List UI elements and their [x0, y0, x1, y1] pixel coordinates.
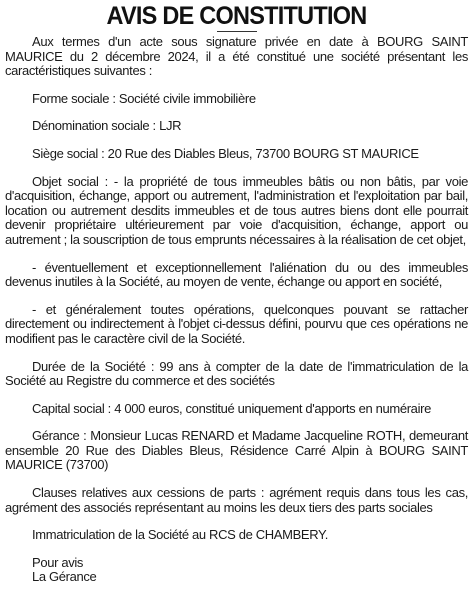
share-transfer-clauses: Clauses relatives aux cessions de parts : agrément requis dans tous les cas, agrément des associés représentant au moins les deux tiers des parts sociales — [5, 485, 468, 515]
legal-form: Forme sociale : Société civile immobilière — [32, 90, 256, 106]
share-capital: Capital social : 4 000 euros, constitué uniquement d'apports en numéraire — [32, 400, 431, 416]
corporate-purpose: Objet social : - la propriété de tous immeubles bâtis ou non bâtis, par voie d'acquisition, échange, apport ou autrement, l'administration et l'exploitation par bail, location ou autrement desdits immeubles et de tous autres biens dont elle pourrait devenir propriétaire ultérieurement par voie d'acquisition, échange, apport ou autrement ; la souscription de tous emprunts nécessaires à la réalisation de cet objet, — [5, 173, 468, 247]
company-duration: Durée de la Société : 99 ans à compter de la date de l'immatriculation de la Société au Registre du commerce et des sociétés — [5, 358, 468, 389]
registered-office: Siège social : 20 Rue des Diables Bleus, 73700 BOURG ST MAURICE — [32, 145, 419, 161]
closing-signatory: La Gérance — [32, 569, 97, 585]
notice-title: AVIS DE CONSTITUTION — [106, 2, 367, 30]
title-underline — [217, 31, 257, 32]
intro-paragraph: Aux termes d'un acte sous signature privée en date à BOURG SAINT MAURICE du 2 décembre 2024, il a été constitué une société présentant les caractéristiques suivantes : — [5, 34, 468, 79]
closing-pour-avis: Pour avis — [32, 554, 84, 570]
corporate-purpose-disposal: - éventuellement et exceptionnellement l'aliénation du ou des immeubles devenus inutiles à la Société, au moyen de vente, échange ou apport en société, — [5, 259, 468, 290]
company-name: Dénomination sociale : LJR — [32, 118, 182, 134]
corporate-purpose-general: - et généralement toutes opérations, quelconques pouvant se rattacher directement ou indirectement à l'objet ci-dessus défini, pourvu que ces opérations ne modifient pas le caractère civil de la Société. — [5, 301, 468, 346]
registration: Immatriculation de la Société au RCS de CHAMBERY. — [32, 527, 328, 543]
management: Gérance : Monsieur Lucas RENARD et Madame Jacqueline ROTH, demeurant ensemble 20 Rue des Diables Bleus, Résidence Carré Alpin à BOURG SAINT MAURICE (73700) — [5, 428, 468, 473]
